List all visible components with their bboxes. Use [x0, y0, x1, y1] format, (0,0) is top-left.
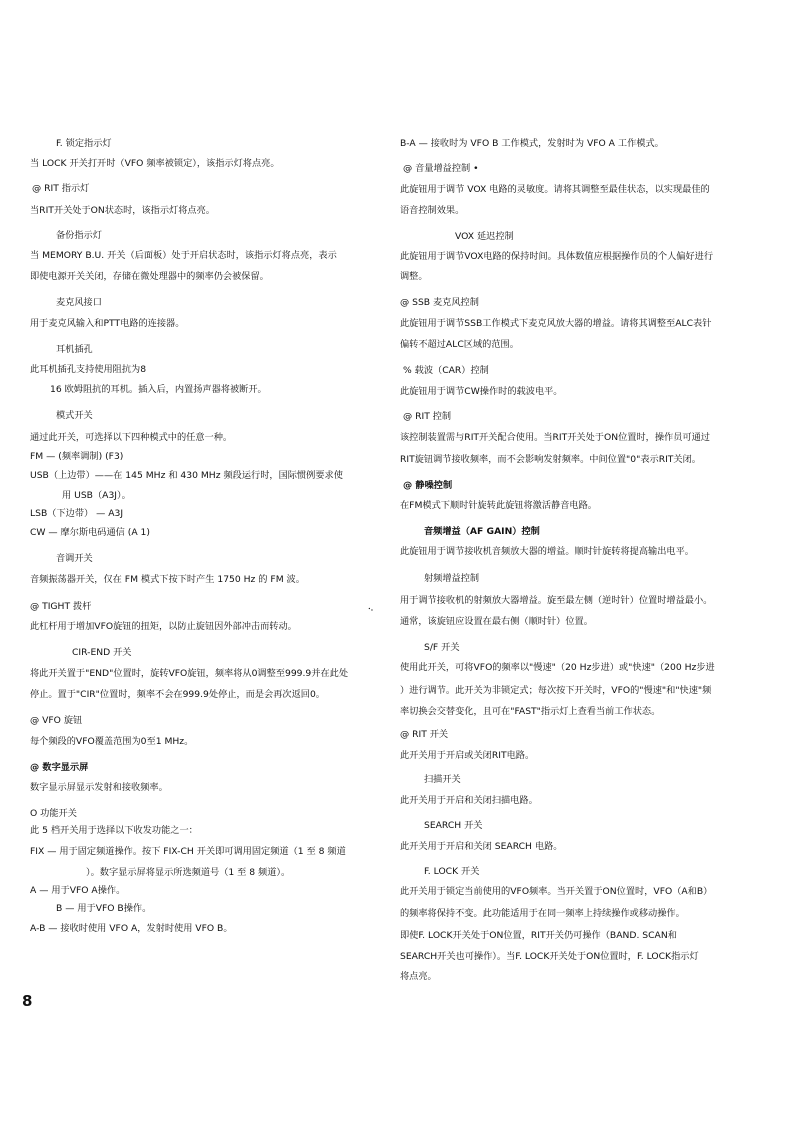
left-text-line: @ 数字显示屏 — [30, 762, 89, 773]
left-text-line: USB（上边带）——在 145 MHz 和 430 MHz 频段运行时，国际惯例要求使 — [30, 470, 343, 481]
left-text-line: B — 用于VFO B操作。 — [56, 903, 152, 914]
right-text-line: SEARCH 开关 — [424, 820, 483, 831]
left-text-line: 数字显示屏显示发射和接收频率。 — [30, 782, 168, 793]
right-text-line: 的频率将保持不变。此功能适用于在同一频率上持续操作或移动操作。 — [400, 908, 685, 919]
left-text-line: 此杠杆用于增加VFO旋钮的扭矩，以防止旋钮因外部冲击而转动。 — [30, 621, 297, 632]
right-text-line: VOX 延迟控制 — [455, 231, 514, 242]
right-text-line: 使用此开关，可将VFO的频率以"慢速"（20 Hz步进）或"快速"（200 Hz步进 — [400, 662, 715, 673]
left-text-line: 此耳机插孔支持使用阻抗为8 — [30, 364, 147, 375]
right-text-line: RIT旋钮调节接收频率，而不会影响发射频率。中间位置"0"表示RIT关闭。 — [400, 454, 701, 465]
right-text-line: @ 音量增益控制 • — [403, 163, 479, 174]
right-text-line: @ 静噪控制 — [403, 480, 453, 491]
left-text-line: A — 用于VFO A操作。 — [30, 885, 126, 896]
left-text-line: 模式开关 — [56, 410, 93, 421]
right-text-line: 该控制装置需与RIT开关配合使用。当RIT开关处于ON位置时，操作员可通过 — [400, 432, 710, 443]
right-text-line: 此开关用于开启和关闭扫描电路。 — [400, 795, 538, 806]
right-text-line: 此旋钮用于调节VOX电路的保持时间。具体数值应根据操作员的个人偏好进行 — [400, 251, 714, 262]
left-text-line: F. 锁定指示灯 — [56, 138, 112, 149]
left-text-line: 当 MEMORY B.U. 开关（后面板）处于开启状态时，该指示灯将点亮，表示 — [30, 250, 337, 261]
left-text-line: @ VFO 旋钮 — [30, 715, 83, 726]
left-text-line: 备份指示灯 — [56, 230, 102, 241]
right-text-line: @ SSB 麦克风控制 — [400, 297, 479, 308]
left-text-line: O 功能开关 — [30, 808, 77, 819]
left-text-line: FIX — 用于固定频道操作。按下 FIX-CH 开关即可调用固定频道（1 至 8 频道 — [30, 846, 346, 857]
right-text-line: 此开关用于开启或关闭RIT电路。 — [400, 750, 535, 761]
stray-mark: ⸱⸳ — [368, 604, 374, 615]
left-text-line: 停止。置于"CIR"位置时，频率不会在999.9处停止，而是会再次返回0。 — [30, 689, 325, 700]
right-text-line: 扫描开关 — [424, 774, 461, 785]
left-text-line: 即使电源开关关闭，存储在微处理器中的频率仍会被保留。 — [30, 271, 269, 282]
left-text-line: 音调开关 — [56, 553, 93, 564]
right-text-line: B-A — 接收时为 VFO B 工作模式，发射时为 VFO A 工作模式。 — [400, 138, 664, 149]
right-text-line: S/F 开关 — [424, 642, 460, 653]
left-text-line: 用于麦克风输入和PTT电路的连接器。 — [30, 318, 185, 329]
left-text-line: 16 欧姆阻抗的耳机。插入后，内置扬声器将被断开。 — [50, 384, 267, 395]
right-text-line: 音频增益（AF GAIN）控制 — [424, 526, 540, 537]
page-number: 8 — [22, 992, 33, 1010]
left-text-line: 将此开关置于"END"位置时，旋转VFO旋钮，频率将从0调整至999.9并在此处 — [30, 668, 349, 679]
left-text-line: 当RIT开关处于ON状态时，该指示灯将点亮。 — [30, 205, 215, 216]
right-text-line: SEARCH开关也可操作）。当F. LOCK开关处于ON位置时，F. LOCK指示灯 — [400, 951, 699, 962]
right-text-line: 此旋钮用于调节 VOX 电路的灵敏度。请将其调整至最佳状态，以实现最佳的 — [400, 184, 710, 195]
right-text-line: F. LOCK 开关 — [424, 866, 480, 877]
left-text-line: LSB（下边带） — A3J — [30, 508, 124, 519]
left-text-line: FM — (频率调制) (F3) — [30, 451, 124, 462]
right-text-line: 射频增益控制 — [424, 573, 480, 584]
left-text-line: 用 USB（A3J）。 — [62, 490, 131, 501]
right-text-line: 此开关用于开启和关闭 SEARCH 电路。 — [400, 841, 563, 852]
right-text-line: 语音控制效果。 — [400, 205, 465, 216]
right-text-line: @ RIT 控制 — [403, 411, 452, 422]
right-text-line: 率切换会交替变化，且可在"FAST"指示灯上查看当前工作状态。 — [400, 706, 661, 717]
left-text-line: @ TIGHT 拨杆 — [30, 601, 92, 612]
right-text-line: ）进行调节。此开关为非锁定式；每次按下开关时，VFO的"慢速"和"快速"频 — [400, 685, 712, 696]
left-text-line: 当 LOCK 开关打开时（VFO 频率被锁定），该指示灯将点亮。 — [30, 158, 280, 169]
right-text-line: 此旋钮用于调节接收机音频放大器的增益。顺时针旋转将提高输出电平。 — [400, 546, 694, 557]
left-text-line: A-B — 接收时使用 VFO A，发射时使用 VFO B。 — [30, 923, 233, 934]
left-text-line: 耳机插孔 — [56, 344, 93, 355]
right-text-line: 用于调节接收机的射频放大器增益。旋至最左侧（逆时针）位置时增益最小。 — [400, 595, 713, 606]
left-text-line: 通过此开关，可选择以下四种模式中的任意一种。 — [30, 432, 233, 443]
right-text-line: 在FM模式下顺时针旋转此旋钮将激活静音电路。 — [400, 500, 597, 511]
right-text-line: 调整。 — [400, 271, 428, 282]
left-text-line: @ RIT 指示灯 — [32, 183, 90, 194]
right-text-line: 此旋钮用于调节SSB工作模式下麦克风放大器的增益。请将其调整至ALC表针 — [400, 318, 712, 329]
left-text-line: ）。数字显示屏将显示所选频道号（1 至 8 频道）。 — [86, 867, 291, 878]
left-text-line: CIR-END 开关 — [72, 647, 132, 658]
right-text-line: % 载波（CAR）控制 — [403, 365, 489, 376]
left-text-line: 此 5 档开关用于选择以下收发功能之一： — [30, 825, 198, 836]
right-text-line: 此开关用于锁定当前使用的VFO频率。当开关置于ON位置时，VFO（A和B） — [400, 886, 713, 897]
left-text-line: CW — 摩尔斯电码通信 (A 1) — [30, 527, 150, 538]
right-text-line: 即使F. LOCK开关处于ON位置，RIT开关仍可操作（BAND. SCAN和 — [400, 930, 677, 941]
right-text-line: 通常，该旋钮应设置在最右侧（顺时针）位置。 — [400, 616, 593, 627]
right-text-line: 将点亮。 — [400, 971, 437, 982]
left-text-line: 每个频段的VFO覆盖范围为0至1 MHz。 — [30, 736, 194, 747]
right-text-line: 此旋钮用于调节CW操作时的载波电平。 — [400, 386, 563, 397]
right-text-line: @ RIT 开关 — [400, 729, 449, 740]
left-text-line: 麦克风接口 — [56, 297, 102, 308]
left-text-line: 音频振荡器开关，仅在 FM 模式下按下时产生 1750 Hz 的 FM 波。 — [30, 574, 305, 585]
right-text-line: 偏转不超过ALC区域的范围。 — [400, 339, 519, 350]
